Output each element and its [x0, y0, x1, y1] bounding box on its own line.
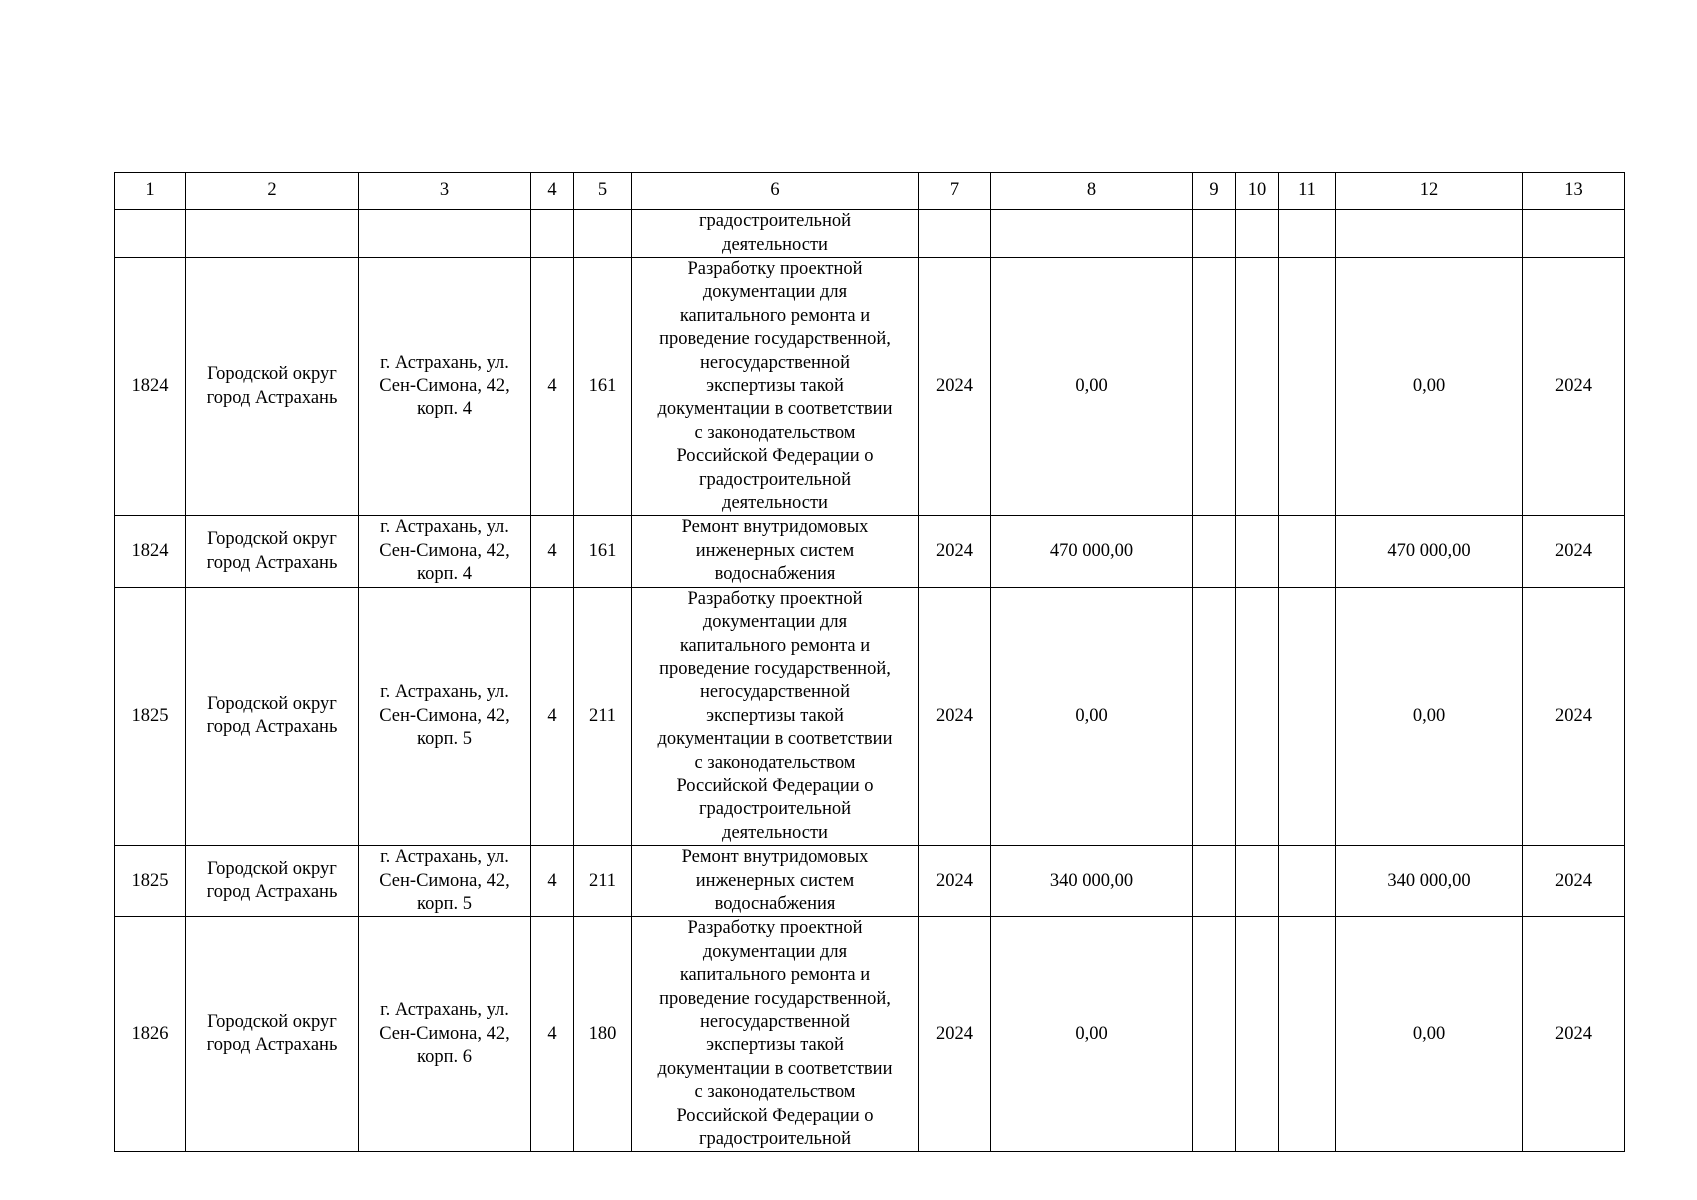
cell-text-line: Сен-Симона, 42, — [379, 870, 510, 891]
cell-cost-value: 340 000,00 — [991, 846, 1193, 917]
cell-year-value: 2024 — [919, 917, 991, 1152]
cell-year-value: 2024 — [919, 587, 991, 845]
cell-text-line: Ремонт внутридомовых — [681, 517, 869, 538]
cell-completion-year — [1523, 210, 1625, 258]
cell-value-9 — [1193, 516, 1236, 587]
cell-text-line: документации для — [702, 282, 848, 303]
cell-total-cost-value: 340 000,00 — [1336, 846, 1523, 917]
cell-text-line: градостроительной — [698, 799, 852, 820]
header-row — [115, 173, 1625, 210]
cell-floors-value — [531, 210, 574, 258]
cell-row-number: 1826 — [115, 917, 186, 1152]
cell-work-description — [632, 846, 919, 917]
cell-value-9 — [1193, 210, 1236, 258]
cell-year-value: 2024 — [919, 258, 991, 516]
cell-text-line: градостроительной — [698, 211, 852, 232]
cell-value-10 — [1236, 917, 1279, 1152]
cell-municipality — [186, 846, 359, 917]
cell-value-5: 180 — [574, 917, 632, 1152]
cell-text-line: водоснабжения — [714, 893, 836, 914]
cell-text-line: документации для — [702, 941, 848, 962]
cell-text-line: с законодательством — [694, 1082, 856, 1103]
cell-text-line: город Астрахань — [206, 387, 338, 408]
cell-text-line: Городской округ — [207, 858, 337, 879]
cell-value-10 — [1236, 210, 1279, 258]
cell-value-5: 211 — [574, 846, 632, 917]
cell-text-line: город Астрахань — [206, 882, 338, 903]
cell-text-line: Городской округ — [207, 529, 337, 550]
cell-text-line: Городской округ — [207, 694, 337, 715]
work-schedule-table — [114, 172, 1625, 1152]
cell-text-line: негосударственной — [700, 352, 850, 373]
cell-text-line: экспертизы такой — [706, 376, 844, 397]
cell-text-line: Разработку проектной — [687, 259, 863, 279]
cell-value-9 — [1193, 917, 1236, 1152]
cell-completion-year: 2024 — [1523, 846, 1625, 917]
cell-text-line: Сен-Симона, 42, — [379, 376, 510, 397]
cell-floors-value: 4 — [531, 846, 574, 917]
table-body — [115, 210, 1625, 1152]
column-header-3: 3 — [359, 173, 531, 210]
cell-municipality — [186, 587, 359, 845]
cell-text-line: градостроительной — [698, 1129, 852, 1150]
cell-text-line: корп. 5 — [417, 729, 472, 750]
cell-text-line: Сен-Симона, 42, — [379, 1023, 510, 1044]
cell-text-line: деятельности — [722, 822, 828, 843]
cell-completion-year: 2024 — [1523, 917, 1625, 1152]
cell-address — [359, 516, 531, 587]
cell-text-line: капитального ремонта и — [679, 965, 871, 986]
column-header-2: 2 — [186, 173, 359, 210]
table-row — [115, 258, 1625, 516]
cell-text-line: градостроительной — [698, 469, 852, 490]
cell-text-line: Городской округ — [207, 364, 337, 385]
cell-text-line: Сен-Симона, 42, — [379, 705, 510, 726]
cell-total-cost-value: 0,00 — [1336, 258, 1523, 516]
cell-work-description — [632, 917, 919, 1152]
cell-text-line: г. Астрахань, ул. — [380, 682, 509, 703]
cell-completion-year: 2024 — [1523, 516, 1625, 587]
cell-work-description — [632, 587, 919, 845]
cell-text-line: водоснабжения — [714, 564, 836, 585]
cell-row-number: 1825 — [115, 846, 186, 917]
table-row — [115, 516, 1625, 587]
cell-value-11 — [1279, 258, 1336, 516]
cell-text-line: город Астрахань — [206, 717, 338, 738]
cell-text-line: документации в соответствии — [657, 729, 893, 750]
cell-row-number: 1825 — [115, 587, 186, 845]
cell-floors-value: 4 — [531, 516, 574, 587]
cell-text-line: деятельности — [722, 234, 828, 255]
cell-row-number: 1824 — [115, 516, 186, 587]
cell-value-11 — [1279, 846, 1336, 917]
cell-address — [359, 587, 531, 845]
cell-row-number — [115, 210, 186, 258]
column-header-11: 11 — [1279, 173, 1336, 210]
cell-text-line: негосударственной — [700, 1012, 850, 1032]
cell-cost-value — [991, 210, 1193, 258]
cell-text-line: документации в соответствии — [657, 1058, 893, 1079]
cell-text-line: проведение государственной, — [659, 329, 891, 350]
cell-text-line: экспертизы такой — [706, 1035, 844, 1056]
cell-total-cost-value — [1336, 210, 1523, 258]
cell-year-value: 2024 — [919, 846, 991, 917]
cell-text-line: г. Астрахань, ул. — [380, 847, 509, 868]
cell-value-9 — [1193, 846, 1236, 917]
cell-text-line: негосударственной — [700, 682, 850, 703]
column-header-4: 4 — [531, 173, 574, 210]
cell-address — [359, 846, 531, 917]
cell-value-10 — [1236, 516, 1279, 587]
cell-municipality — [186, 258, 359, 516]
cell-value-11 — [1279, 516, 1336, 587]
cell-address — [359, 917, 531, 1152]
cell-text-line: с законодательством — [694, 752, 856, 773]
cell-text-line: Разработку проектной — [687, 918, 863, 939]
column-header-7: 7 — [919, 173, 991, 210]
cell-text-line: г. Астрахань, ул. — [380, 517, 509, 538]
cell-text-line: с законодательством — [694, 422, 856, 443]
cell-text-line: капитального ремонта и — [679, 305, 871, 326]
cell-total-cost-value: 0,00 — [1336, 917, 1523, 1152]
cell-text-line: инженерных систем — [695, 870, 855, 891]
cell-value-11 — [1279, 210, 1336, 258]
cell-value-10 — [1236, 587, 1279, 845]
table-row — [115, 210, 1625, 258]
cell-floors-value: 4 — [531, 587, 574, 845]
cell-value-9 — [1193, 258, 1236, 516]
cell-value-5: 161 — [574, 516, 632, 587]
column-header-8: 8 — [991, 173, 1193, 210]
cell-text-line: проведение государственной, — [659, 988, 891, 1009]
cell-municipality — [186, 516, 359, 587]
column-header-12: 12 — [1336, 173, 1523, 210]
cell-text-line: г. Астрахань, ул. — [380, 352, 509, 373]
cell-year-value — [919, 210, 991, 258]
cell-text-line: экспертизы такой — [706, 705, 844, 726]
cell-address — [359, 210, 531, 258]
cell-text-line: город Астрахань — [206, 1035, 338, 1056]
cell-text-line: Российской Федерации о — [676, 446, 874, 467]
cell-value-11 — [1279, 587, 1336, 845]
column-header-10: 10 — [1236, 173, 1279, 210]
cell-text-line: документации в соответствии — [657, 399, 893, 420]
cell-completion-year: 2024 — [1523, 587, 1625, 845]
table-row — [115, 917, 1625, 1152]
cell-row-number: 1824 — [115, 258, 186, 516]
cell-value-9 — [1193, 587, 1236, 845]
cell-text-line: инженерных систем — [695, 540, 855, 561]
cell-municipality — [186, 917, 359, 1152]
cell-address — [359, 258, 531, 516]
cell-work-description — [632, 210, 919, 258]
column-header-1: 1 — [115, 173, 186, 210]
cell-value-5 — [574, 210, 632, 258]
cell-text-line: Городской округ — [207, 1012, 337, 1032]
cell-value-5: 211 — [574, 587, 632, 845]
cell-year-value: 2024 — [919, 516, 991, 587]
cell-text-line: Разработку проектной — [687, 588, 863, 609]
cell-text-line: корп. 6 — [417, 1047, 472, 1068]
column-header-5: 5 — [574, 173, 632, 210]
cell-value-11 — [1279, 917, 1336, 1152]
cell-floors-value: 4 — [531, 917, 574, 1152]
cell-text-line: документации для — [702, 612, 848, 633]
cell-value-5: 161 — [574, 258, 632, 516]
cell-text-line: деятельности — [722, 493, 828, 514]
cell-value-10 — [1236, 258, 1279, 516]
cell-value-10 — [1236, 846, 1279, 917]
cell-text-line: город Астрахань — [206, 552, 338, 573]
cell-floors-value: 4 — [531, 258, 574, 516]
cell-cost-value: 0,00 — [991, 587, 1193, 845]
cell-text-line: г. Астрахань, ул. — [380, 1000, 509, 1021]
cell-cost-value: 470 000,00 — [991, 516, 1193, 587]
column-header-6: 6 — [632, 173, 919, 210]
cell-work-description — [632, 516, 919, 587]
cell-text-line: капитального ремонта и — [679, 635, 871, 656]
cell-text-line: Сен-Симона, 42, — [379, 540, 510, 561]
table-row — [115, 846, 1625, 917]
cell-work-description — [632, 258, 919, 516]
cell-text-line: корп. 4 — [417, 399, 472, 420]
cell-total-cost-value: 470 000,00 — [1336, 516, 1523, 587]
column-header-13: 13 — [1523, 173, 1625, 210]
cell-total-cost-value: 0,00 — [1336, 587, 1523, 845]
cell-text-line: проведение государственной, — [659, 658, 891, 679]
cell-cost-value: 0,00 — [991, 258, 1193, 516]
cell-text-line: корп. 4 — [417, 564, 472, 585]
cell-text-line: Российской Федерации о — [676, 1105, 874, 1126]
cell-cost-value: 0,00 — [991, 917, 1193, 1152]
cell-text-line: Ремонт внутридомовых — [681, 847, 869, 868]
cell-municipality — [186, 210, 359, 258]
cell-completion-year: 2024 — [1523, 258, 1625, 516]
cell-text-line: корп. 5 — [417, 893, 472, 914]
cell-text-line: Российской Федерации о — [676, 775, 874, 796]
table-row — [115, 587, 1625, 845]
column-header-9: 9 — [1193, 173, 1236, 210]
